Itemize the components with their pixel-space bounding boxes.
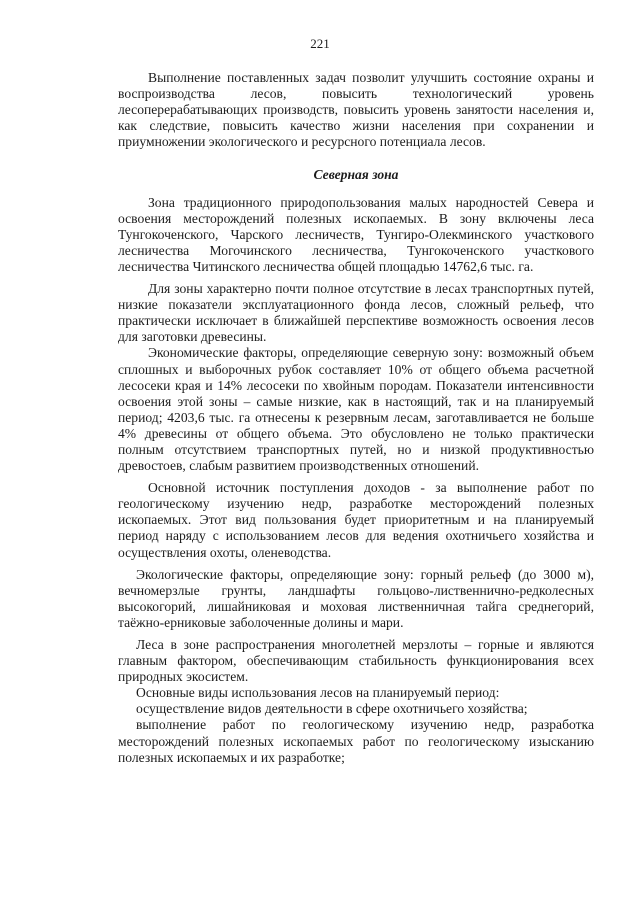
page-number: 221 xyxy=(310,36,330,51)
intro-paragraph: Выполнение поставленных задач позволит улучшить состояние охраны и воспроизводства лесов, повысить технологический уровень лесоперерабатывающих производств, повысить уровень занятости населения и, как следствие, повысить качество жизни населения при сохранении и приумножении экологического и ресурсного потенциала лесов. xyxy=(118,70,594,150)
section-heading: Северная зона xyxy=(313,167,399,183)
list-item: выполнение работ по геологическому изучению недр, разработка месторождений полезных ископаемых работ по геологическому изысканию полезных ископаемых и их разработке; xyxy=(118,717,594,765)
main-uses-heading: Основные виды использования лесов на планируемый период: xyxy=(136,685,500,701)
list-item: осуществление видов деятельности в сфере охотничьего хозяйства; xyxy=(136,701,528,717)
body-text xyxy=(118,70,594,766)
income-source-paragraph: Основной источник поступления доходов - за выполнение работ по геологическому изучению недр, разработке месторождений полезных ископаемых. Этот вид пользования будет приоритетным и на планируемый период наряду с использованием лесов для ведения охотничьего хозяйства и осуществления охоты, оленеводства. xyxy=(118,480,594,560)
economic-factors-paragraph: Экономические факторы, определяющие северную зону: возможный объем сплошных и выборочных рубок составляет 10% от общего объема расчетной лесосеки края и 14% лесосеки по хвойным породам. Показатели интенсивности освоения этой зоны – самые низкие, как в настоящий, так и на планируемый период; 4203,6 тыс. га отнесены к резервным лесам, заготавливается не больше 4% древесины от общего объема. Это обусловлено не только практически полным отсутствием транспортных путей, но и низкой продуктивностью древостоев, слабым развитием производственных отношений. xyxy=(118,345,594,474)
transport-paragraph: Для зоны характерно почти полное отсутствие в лесах транспортных путей, низкие показатели эксплуатационного фонда лесов, сложный рельеф, что практически исключает в ближайшей перспективе возможность освоения лесов для заготовки древесины. xyxy=(118,281,594,345)
permafrost-paragraph: Леса в зоне распространения многолетней мерзлоты – горные и являются главным фактором, обеспечивающим стабильность функционирования всех природных экосистем. xyxy=(118,637,594,685)
zone-description-paragraph: Зона традиционного природопользования малых народностей Севера и освоения месторождений полезных ископаемых. В зону включены леса Тунгокоченского, Чарского лесничеств, Тунгиро-Олекминского участкового лесничества Могочинского лесничества, Тунгокоченского участкового лесничества Читинского лесничества общей площадью 14762,6 тыс. га. xyxy=(118,194,594,274)
ecological-factors-paragraph: Экологические факторы, определяющие зону: горный рельеф (до 3000 м), вечномерзлые грунты, ландшафты гольцово-лиственнично-редколесных высокогорий, лишайниковая и моховая лиственничная тайга среднегорий, таёжно-ерниковые заболоченные долины и мари. xyxy=(118,566,594,630)
